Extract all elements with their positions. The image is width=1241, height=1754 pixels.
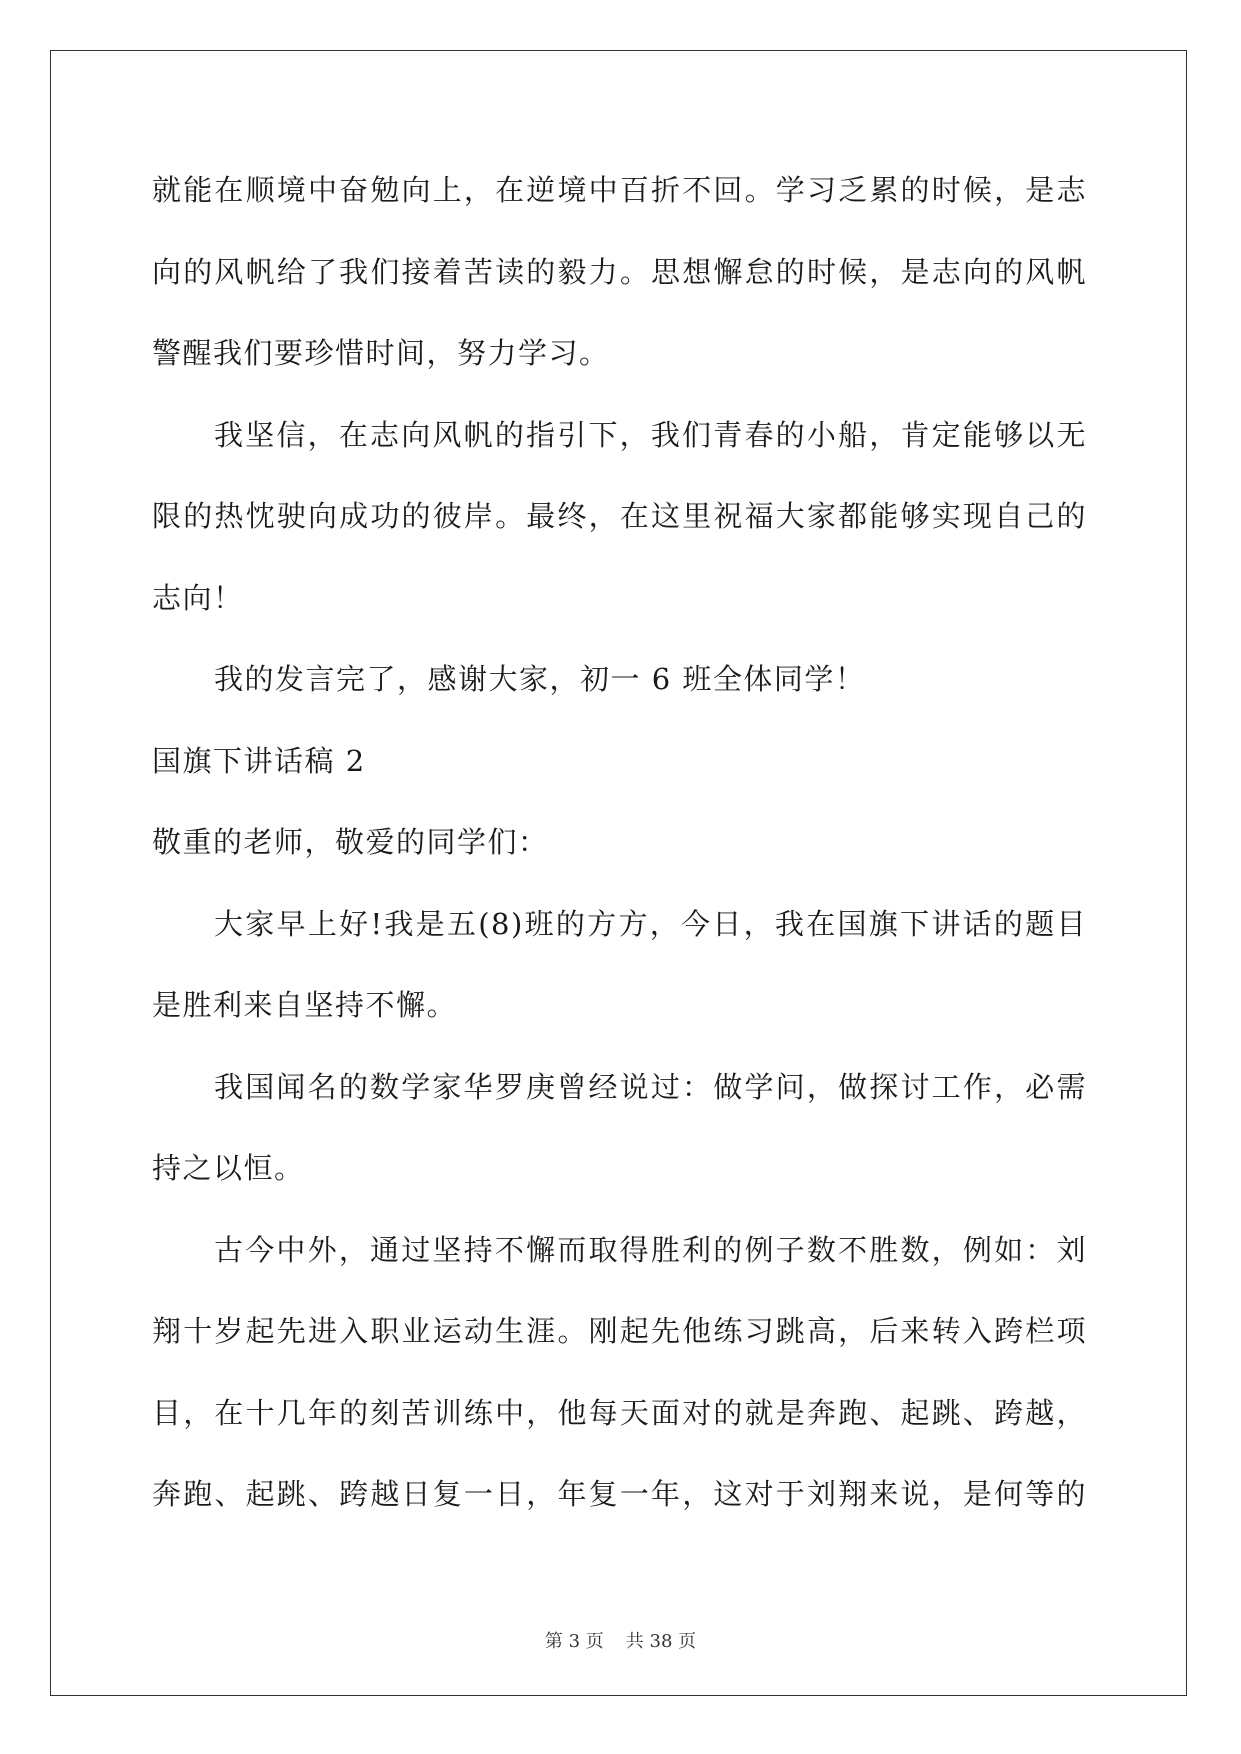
text-line: 持之以恒。	[152, 1151, 305, 1185]
page-number: 第 3 页	[544, 1631, 604, 1652]
document-body	[152, 160, 1087, 1546]
section-heading: 国旗下讲话稿 2	[152, 743, 366, 778]
text-line: 是胜利来自坚持不懈。	[152, 988, 458, 1022]
text-line: 大家早上好!我是五(8)班的方方，今日，我在国旗下讲话的题目	[214, 906, 1087, 941]
text-line: 限的热忱驶向成功的彼岸。最终，在这里祝福大家都能够实现自己的	[152, 499, 1087, 533]
text-line: 古今中外，通过坚持不懈而取得胜利的例子数不胜数，例如：刘	[214, 1232, 1087, 1267]
text-line: 我坚信，在志向风帆的指引下，我们青春的小船，肯定能够以无	[214, 417, 1087, 452]
text-line: 就能在顺境中奋勉向上，在逆境中百折不回。学习乏累的时候，是志	[152, 173, 1087, 207]
text-line: 翔十岁起先进入职业运动生涯。刚起先他练习跳高，后来转入跨栏项	[152, 1314, 1087, 1348]
text-line: 我的发言完了，感谢大家，初一 6 班全体同学！	[214, 662, 866, 696]
text-line: 志向！	[152, 580, 244, 615]
page-footer	[0, 1627, 1241, 1653]
page-total: 共 38 页	[625, 1631, 697, 1652]
salutation: 敬重的老师，敬爱的同学们：	[152, 825, 549, 859]
text-line: 奔跑、起跳、跨越日复一日，年复一年，这对于刘翔来说，是何等的	[152, 1477, 1087, 1511]
text-line: 向的风帆给了我们接着苦读的毅力。思想懈怠的时候，是志向的风帆	[152, 254, 1087, 289]
text-line: 我国闻名的数学家华罗庚曾经说过：做学问，做探讨工作，必需	[214, 1069, 1087, 1104]
text-line: 目，在十几年的刻苦训练中，他每天面对的就是奔跑、起跳、跨越，	[152, 1395, 1087, 1430]
text-line: 警醒我们要珍惜时间，努力学习。	[152, 336, 610, 370]
